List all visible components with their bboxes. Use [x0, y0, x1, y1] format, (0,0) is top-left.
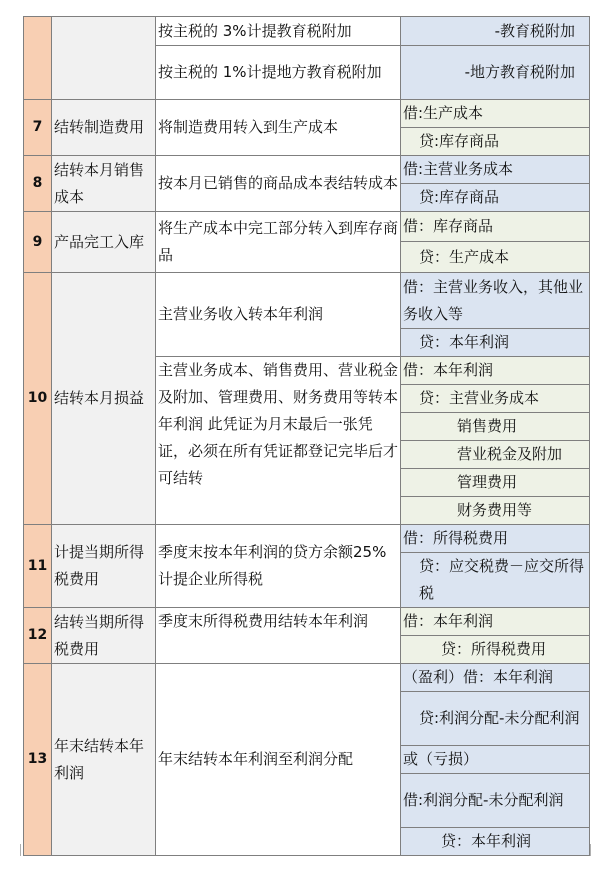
table-row: [24, 100, 590, 128]
entry-cell: -教育税附加: [401, 17, 590, 46]
table-row: [24, 608, 590, 636]
credit-entry: 贷：主营业务成本: [401, 385, 590, 413]
item-cell: [52, 17, 156, 100]
table-row: [24, 212, 590, 242]
row-number: 10: [24, 273, 52, 525]
credit-entry: 财务费用等: [401, 497, 590, 525]
credit-entry: 营业税金及附加: [401, 441, 590, 469]
table-row: [24, 17, 590, 46]
item-name: 结转制造费用: [52, 100, 156, 156]
item-name: 结转本月销售成本: [52, 156, 156, 212]
alt-entry-label: 或（亏损）: [401, 746, 590, 774]
table-row: [24, 525, 590, 553]
page-corner-mark: [590, 844, 603, 856]
description: 将生产成本中完工部分转入到库存商品: [156, 212, 401, 273]
credit-entry: 贷：本年利润: [401, 828, 590, 856]
debit-entry: 借：主营业务收入，其他业务收入等: [401, 273, 590, 329]
accounting-entries-table: [23, 16, 589, 850]
debit-entry: （盈利）借：本年利润: [401, 664, 590, 692]
debit-entry: 借:主营业务成本: [401, 156, 590, 184]
credit-entry: 贷：应交税费－应交所得税: [401, 553, 590, 608]
row-number-cell: [24, 17, 52, 100]
debit-entry: 借:生产成本: [401, 100, 590, 128]
debit-entry: 借：所得税费用: [401, 525, 590, 553]
debit-entry: 借：本年利润: [401, 357, 590, 385]
row-number: 12: [24, 608, 52, 664]
credit-entry: 管理费用: [401, 469, 590, 497]
item-name: 计提当期所得税费用: [52, 525, 156, 608]
page-corner-mark: [8, 844, 21, 856]
row-number: 7: [24, 100, 52, 156]
credit-entry: 贷:利润分配-未分配利润: [401, 692, 590, 746]
row-number: 9: [24, 212, 52, 273]
credit-entry: 贷：本年利润: [401, 329, 590, 357]
description: 主营业务收入转本年利润: [156, 273, 401, 357]
credit-entry: 贷：生产成本: [401, 242, 590, 273]
desc-cell: 按主税的 1%计提地方教育税附加: [156, 46, 401, 100]
table-row: [24, 664, 590, 692]
item-name: 年末结转本年利润: [52, 664, 156, 856]
description: 按本月已销售的商品成本表结转成本: [156, 156, 401, 212]
table-row: [24, 273, 590, 329]
debit-entry: 借:利润分配-未分配利润: [401, 774, 590, 828]
debit-entry: 借：库存商品: [401, 212, 590, 242]
table-row: [24, 156, 590, 184]
row-number: 8: [24, 156, 52, 212]
credit-entry: 贷:库存商品: [401, 184, 590, 212]
item-name: 产品完工入库: [52, 212, 156, 273]
credit-entry: 销售费用: [401, 413, 590, 441]
entry-cell: -地方教育税附加: [401, 46, 590, 100]
description: 年末结转本年利润至利润分配: [156, 664, 401, 856]
credit-entry: 贷:库存商品: [401, 128, 590, 156]
item-name: 结转本月损益: [52, 273, 156, 525]
row-number: 13: [24, 664, 52, 856]
debit-entry: 借：本年利润: [401, 608, 590, 636]
description: 主营业务成本、销售费用、营业税金及附加、管理费用、财务费用等转本年利润 此凭证为月末最后一张凭证，必须在所有凭证都登记完毕后才可结转: [156, 357, 401, 525]
item-name: 结转当期所得税费用: [52, 608, 156, 664]
credit-entry: 贷：所得税费用: [401, 636, 590, 664]
description: 季度末所得税费用结转本年利润: [156, 608, 401, 664]
description: 将制造费用转入到生产成本: [156, 100, 401, 156]
desc-cell: 按主税的 3%计提教育税附加: [156, 17, 401, 46]
description: 季度末按本年利润的贷方余额25%计提企业所得税: [156, 525, 401, 608]
row-number: 11: [24, 525, 52, 608]
